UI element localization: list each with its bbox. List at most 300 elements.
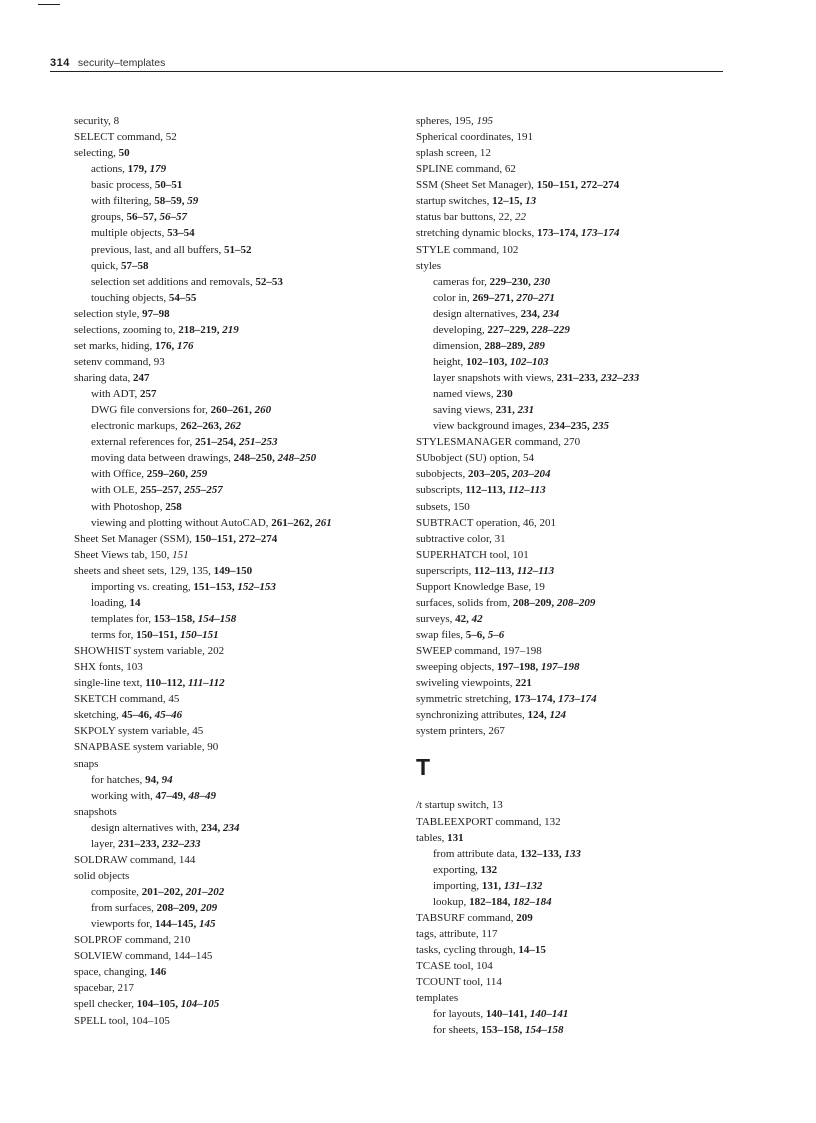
page-reference: 56–57,: [126, 211, 160, 224]
entry-text: height,: [433, 355, 466, 368]
page-reference: 248–250,: [233, 452, 278, 465]
page-reference: 255–257: [184, 484, 223, 497]
index-subentry: [74, 772, 332, 788]
page-reference: 203–204: [511, 468, 551, 481]
page-reference: 94: [161, 773, 173, 786]
page-reference: 14–15: [518, 944, 546, 956]
page-reference: 197–198: [540, 661, 580, 674]
page-reference: 12–15,: [492, 195, 526, 208]
entry-text: DWG file conversions for,: [91, 404, 211, 417]
index-entry: [74, 756, 332, 772]
entry-text: SHX fonts, 103: [74, 661, 143, 674]
entry-text: templates: [416, 992, 459, 1005]
index-subentry: [416, 862, 639, 878]
entry-text: subtractive color, 31: [416, 532, 506, 545]
page-reference: 182–184: [513, 895, 552, 908]
entry-text: saving views,: [433, 404, 496, 417]
page-reference: 173–174: [558, 693, 597, 706]
entry-text: status bar buttons, 22,: [416, 211, 515, 224]
page-reference: 234–235,: [548, 420, 593, 433]
index-subentry: [416, 354, 639, 370]
index-entry: [416, 990, 639, 1006]
page-reference: 145: [199, 918, 216, 931]
page-reference: 235: [592, 420, 609, 433]
entry-text: SOLVIEW command, 144–145: [74, 950, 213, 963]
entry-text: dimension,: [433, 339, 485, 352]
page-reference: 176: [176, 339, 194, 352]
entry-text: with filtering,: [91, 195, 155, 208]
page-reference: 234,: [200, 821, 223, 834]
entry-text: sweeping objects,: [416, 661, 497, 674]
index-entry: [416, 499, 639, 515]
index-entry: [74, 739, 332, 755]
index-entry: [416, 691, 639, 707]
page-reference: 52–53: [255, 275, 283, 288]
page-reference: 234: [222, 821, 240, 834]
entry-text: sharing data,: [74, 372, 133, 384]
index-entry: [416, 830, 639, 846]
index-entry: [416, 450, 639, 466]
page-reference: 151: [172, 548, 189, 561]
page-reference: 197–198,: [496, 661, 541, 674]
page-reference: 179: [149, 163, 167, 176]
page-reference: 94,: [145, 773, 162, 786]
entry-text: viewports for,: [91, 918, 156, 931]
entry-text: selections, zooming to,: [74, 323, 179, 336]
page-reference: 132–133,: [520, 847, 565, 860]
page-reference: 5–6: [487, 629, 505, 641]
page-reference: 59: [187, 195, 199, 208]
entry-text: layer snapshots with views,: [433, 372, 557, 384]
page-reference: 176,: [154, 339, 177, 352]
page-reference: 201–202: [185, 886, 225, 898]
page-reference: 179,: [127, 163, 150, 176]
entry-text: importing vs. creating,: [91, 580, 194, 593]
index-entry: [74, 996, 332, 1012]
page-reference: 131: [447, 831, 464, 844]
page-reference: 219: [222, 323, 239, 336]
entry-text: composite,: [91, 886, 142, 898]
entry-text: design alternatives,: [433, 307, 521, 320]
entry-text: subsets, 150: [416, 500, 470, 513]
entry-text: snapshots: [74, 805, 117, 818]
entry-text: surfaces, solids from,: [416, 596, 513, 609]
entry-text: SPLINE command, 62: [416, 163, 516, 176]
entry-text: Spherical coordinates, 191: [416, 131, 533, 144]
entry-text: subscripts,: [416, 484, 466, 497]
page-reference: 258: [165, 500, 182, 513]
index-subentry: [74, 900, 332, 916]
index-entry: [416, 177, 639, 193]
page-reference: 102–103,: [466, 355, 510, 368]
index-entry: [74, 932, 332, 948]
index-entry: [416, 958, 639, 974]
page-reference: 42: [471, 612, 483, 625]
index-subentry: [74, 579, 332, 595]
index-subentry: [74, 595, 332, 611]
index-entry: [416, 563, 639, 579]
entry-text: design alternatives with,: [91, 821, 201, 834]
entry-text: system printers, 267: [416, 725, 505, 738]
page-reference: 124: [549, 709, 567, 722]
page-reference: 232–233: [600, 372, 640, 384]
index-entry: [416, 627, 639, 643]
index-section-s: [416, 113, 639, 739]
page-reference: 208–209: [556, 596, 596, 609]
entry-text: SOLPROF command, 210: [74, 934, 191, 947]
crop-mark: [38, 4, 60, 5]
entry-text: electronic markups,: [91, 420, 181, 433]
entry-text: synchronizing attributes,: [416, 709, 528, 722]
index-entry: [416, 129, 639, 145]
page-reference: 140–141,: [485, 1008, 530, 1021]
entry-text: STYLESMANAGER command, 270: [416, 436, 581, 449]
page-reference: 14: [129, 596, 141, 609]
entry-text: Sheet Views tab, 150,: [74, 548, 173, 561]
page-reference: 270–271: [516, 291, 555, 304]
entry-text: layer,: [91, 837, 119, 850]
entry-text: TABSURF command,: [416, 911, 517, 924]
index-subentry: [416, 894, 639, 910]
entry-text: spacebar, 217: [74, 982, 135, 995]
entry-text: with Office,: [91, 468, 147, 481]
index-entry: [74, 852, 332, 868]
page-reference: 45–46,: [121, 709, 155, 722]
page-reference: 230: [496, 388, 513, 401]
page-reference: 112–113: [516, 564, 555, 577]
page-reference: 154–158: [197, 612, 237, 625]
entry-text: symmetric stretching,: [416, 693, 515, 706]
entry-text: TABLEEXPORT command, 132: [416, 815, 561, 828]
entry-text: surveys,: [416, 612, 456, 625]
page-reference: 112–113,: [474, 564, 517, 577]
page-reference: 288–289,: [484, 339, 529, 352]
page-reference: 150–151, 272–274: [536, 179, 620, 192]
index-entry: [416, 482, 639, 498]
page-reference: 203–205,: [467, 468, 512, 481]
index-subentry: [74, 209, 332, 225]
index-entry: [416, 797, 639, 813]
index-subentry: [74, 820, 332, 836]
entry-text: for hatches,: [91, 773, 146, 786]
page-reference: 230: [533, 275, 551, 288]
page-reference: 269–271,: [472, 291, 517, 304]
entry-text: /t startup switch, 13: [416, 799, 503, 812]
page-reference: 173–174: [580, 227, 620, 240]
entry-text: tasks, cycling through,: [416, 944, 519, 956]
page-reference: 133: [564, 847, 581, 860]
page-reference: 255–257,: [140, 484, 185, 497]
page-reference: 48–49: [188, 789, 216, 802]
entry-text: for sheets,: [433, 1024, 481, 1037]
page-reference: 208–209,: [156, 902, 201, 915]
index-entry: [74, 723, 332, 739]
index-entry: [416, 675, 639, 691]
page-reference: 104–105,: [136, 998, 181, 1011]
page-reference: 201–202,: [141, 886, 186, 898]
index-entry: [74, 659, 332, 675]
index-subentry: [74, 482, 332, 498]
page-reference: 53–54: [167, 227, 195, 240]
page-reference: 234: [542, 307, 560, 320]
page-reference: 227–229,: [487, 323, 532, 336]
page-reference: 231–233,: [118, 837, 163, 850]
running-header-title: security–templates: [77, 57, 166, 69]
entry-text: sheets and sheet sets, 129, 135,: [74, 564, 214, 577]
entry-text: named views,: [433, 388, 497, 401]
index-subentry: [416, 846, 639, 862]
entry-text: SHOWHIST system variable, 202: [74, 645, 225, 658]
entry-text: SNAPBASE system variable, 90: [74, 741, 219, 754]
entry-text: templates for,: [91, 612, 154, 625]
page-reference: 54–55: [168, 291, 197, 304]
entry-text: with ADT,: [91, 388, 140, 401]
index-entry: [416, 531, 639, 547]
page-reference: 231–233,: [556, 372, 601, 384]
index-entry: [416, 926, 639, 942]
page-reference: 56–57: [159, 211, 187, 224]
entry-text: sketching,: [74, 709, 122, 722]
index-subentry: [74, 402, 332, 418]
entry-text: stretching dynamic blocks,: [416, 227, 537, 240]
entry-text: previous, last, and all buffers,: [91, 243, 224, 256]
index-subentry: [416, 386, 639, 402]
entry-text: startup switches,: [416, 195, 493, 208]
index-subentry: [74, 836, 332, 852]
entry-text: SUbobject (SU) option, 54: [416, 452, 534, 465]
index-entry: [74, 129, 332, 145]
entry-text: SKETCH command, 45: [74, 693, 180, 706]
page-reference: 228–229: [531, 323, 570, 336]
page-reference: 173–174,: [536, 227, 581, 240]
index-subentry: [74, 499, 332, 515]
entry-text: subobjects,: [416, 468, 468, 481]
index-entry: [416, 643, 639, 659]
index-entry: [74, 691, 332, 707]
index-subentry: [416, 274, 639, 290]
entry-text: groups,: [91, 211, 127, 224]
index-subentry: [74, 515, 332, 531]
entry-text: Support Knowledge Base, 19: [416, 580, 545, 593]
index-entry: [74, 948, 332, 964]
index-subentry: [416, 306, 639, 322]
index-entry: [416, 611, 639, 627]
page-reference: 251–253: [239, 436, 278, 449]
page-reference: 45–46: [154, 709, 183, 722]
page-reference: 234,: [520, 307, 543, 320]
index-entry: [74, 531, 332, 547]
page-reference: 110–112,: [145, 677, 188, 690]
index-entry: [74, 145, 332, 161]
entry-text: TCOUNT tool, 114: [416, 976, 502, 989]
index-column-left: [74, 113, 332, 1029]
entry-text: selection style,: [74, 307, 143, 320]
index-entry: [416, 659, 639, 675]
entry-text: terms for,: [91, 629, 137, 641]
entry-text: with Photoshop,: [91, 500, 166, 513]
index-subentry: [416, 878, 639, 894]
index-entry: [416, 515, 639, 531]
index-entry: [74, 113, 332, 129]
index-entry: [416, 547, 639, 563]
entry-text: actions,: [91, 163, 128, 176]
page-reference: 42,: [455, 612, 472, 625]
index-entry: [74, 1013, 332, 1029]
entry-text: snaps: [74, 757, 99, 770]
index-entry: [416, 161, 639, 177]
page-reference: 247: [132, 372, 150, 384]
entry-text: swap files,: [416, 629, 466, 641]
entry-text: setenv command, 93: [74, 355, 165, 368]
page-reference: 131,: [481, 879, 504, 892]
index-entry: [74, 675, 332, 691]
index-subentry: [416, 370, 639, 386]
entry-text: with OLE,: [91, 484, 141, 497]
index-subentry: [74, 258, 332, 274]
index-subentry: [74, 177, 332, 193]
entry-text: working with,: [91, 789, 156, 802]
index-entry: [416, 579, 639, 595]
entry-text: spheres, 195,: [416, 115, 477, 127]
entry-text: developing,: [433, 323, 488, 336]
index-entry: [416, 707, 639, 723]
page-reference: 260: [254, 404, 272, 417]
entry-text: SKPOLY system variable, 45: [74, 725, 204, 738]
entry-text: set marks, hiding,: [74, 339, 155, 352]
index-subentry: [74, 434, 332, 450]
entry-text: cameras for,: [433, 275, 490, 288]
page-reference: 5–6,: [465, 629, 488, 641]
page-reference: 232–233: [162, 837, 201, 850]
index-entry: [74, 964, 332, 980]
index-entry: [74, 868, 332, 884]
page-reference: 13: [525, 195, 537, 208]
entry-text: STYLE command, 102: [416, 243, 519, 256]
entry-text: SOLDRAW command, 144: [74, 853, 196, 866]
page-reference: 57–58: [120, 259, 149, 272]
entry-text: view background images,: [433, 420, 549, 433]
entry-text: loading,: [91, 596, 130, 609]
index-subentry: [416, 1006, 639, 1022]
running-header: [50, 53, 723, 72]
entry-text: single-line text,: [74, 677, 146, 690]
index-entry: [416, 466, 639, 482]
index-entry: [74, 547, 332, 563]
page-reference: 289: [528, 339, 545, 352]
page-reference: 231,: [495, 404, 518, 417]
index-entry: [416, 942, 639, 958]
index-subentry: [416, 402, 639, 418]
entry-text: from attribute data,: [433, 847, 521, 860]
entry-text: quick,: [91, 259, 121, 272]
index-entry: [416, 225, 639, 241]
page-reference: 221: [515, 677, 532, 690]
entry-text: exporting,: [433, 863, 481, 876]
page-reference: 261: [315, 516, 332, 529]
page-reference: 218–219,: [178, 323, 223, 336]
entry-text: lookup,: [433, 895, 470, 908]
index-entry: [416, 113, 639, 129]
page-reference: 50: [118, 147, 130, 160]
index-subentry: [74, 611, 332, 627]
index-column-right: [416, 113, 639, 1038]
page-reference: 22: [515, 211, 526, 224]
index-subentry: [74, 161, 332, 177]
entry-text: moving data between drawings,: [91, 452, 234, 465]
index-entry: [416, 814, 639, 830]
page-reference: 51–52: [224, 243, 252, 256]
index-entry: [416, 258, 639, 274]
page-reference: 102–103: [510, 355, 549, 368]
page-reference: 209: [200, 902, 218, 915]
page-reference: 209: [516, 911, 533, 924]
page-reference: 131–132: [503, 879, 543, 892]
page-reference: 97–98: [142, 307, 170, 320]
index-entry: [416, 595, 639, 611]
entry-text: selection set additions and removals,: [91, 275, 256, 288]
page-reference: 124,: [527, 709, 550, 722]
entry-text: Sheet Set Manager (SSM),: [74, 532, 195, 545]
page-reference: 150–151, 272–274: [194, 532, 278, 545]
index-subentry: [416, 1022, 639, 1038]
page-reference: 150–151: [180, 629, 219, 641]
index-subentry: [74, 466, 332, 482]
page-reference: 260–261,: [210, 404, 255, 417]
page-reference: 173–174,: [514, 693, 559, 706]
page-reference: 104–105: [180, 998, 220, 1011]
page-reference: 146: [149, 966, 167, 979]
index-entry: [416, 145, 639, 161]
page-reference: 58–59,: [154, 195, 188, 208]
index-entry: [416, 723, 639, 739]
page-reference: 257: [140, 388, 157, 401]
index-entry: [416, 193, 639, 209]
index-entry: [416, 974, 639, 990]
entry-text: security, 8: [74, 115, 120, 127]
entry-text: swiveling viewpoints,: [416, 677, 516, 690]
entry-text: styles: [416, 259, 442, 272]
entry-text: SELECT command, 52: [74, 131, 177, 144]
index-entry: [74, 643, 332, 659]
page-reference: 149–150: [213, 564, 253, 577]
index-subentry: [416, 290, 639, 306]
index-subentry: [74, 450, 332, 466]
page-reference: 112–113,: [465, 484, 509, 497]
index-subentry: [74, 225, 332, 241]
index-subentry: [74, 242, 332, 258]
index-subentry: [74, 788, 332, 804]
index-entry: [74, 804, 332, 820]
entry-text: TCASE tool, 104: [416, 960, 493, 973]
index-section-t: [416, 797, 639, 1038]
page-number: 314: [50, 57, 70, 69]
entry-text: SUBTRACT operation, 46, 201: [416, 516, 557, 529]
entry-text: external references for,: [91, 436, 195, 449]
index-subentry: [74, 193, 332, 209]
entry-text: spell checker,: [74, 998, 137, 1011]
page-reference: 195: [476, 115, 493, 127]
entry-text: importing,: [433, 879, 482, 892]
index-entry: [416, 434, 639, 450]
page-reference: 248–250: [277, 452, 317, 465]
entry-text: from surfaces,: [91, 902, 157, 915]
index-subentry: [74, 290, 332, 306]
entry-text: for layouts,: [433, 1008, 486, 1021]
page-reference: 229–230,: [489, 275, 534, 288]
page-reference: 50–51: [154, 179, 183, 192]
index-entry: [74, 322, 332, 338]
entry-text: SPELL tool, 104–105: [74, 1014, 170, 1027]
